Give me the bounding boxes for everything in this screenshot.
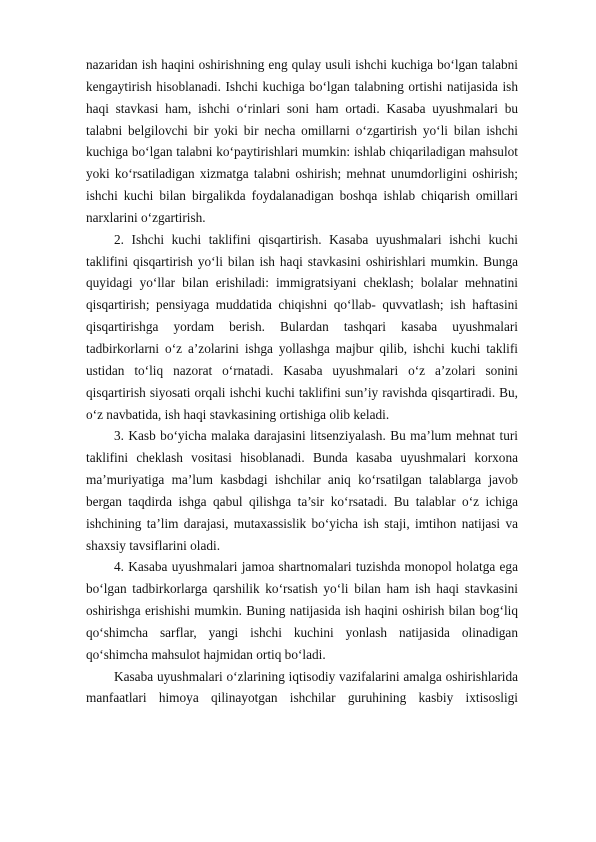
document-page (86, 54, 518, 709)
paragraph-intro: nazaridan ish haqini oshirishning eng qulay usuli ishchi kuchiga bo‘lgan talabni kengaytirish hisoblanadi. Ishchi kuchiga bo‘lgan talabning ortishi natijasida ish haqi stavkasi ham, ishchi o‘rinlari soni ham ortadi. Kasaba uyushmalari bu talabni belgilovchi bir yoki bir necha omillarni o‘zgartirish yo‘li bilan ishchi kuchiga bo‘lgan talabni ko‘paytirishlari mumkin: ishlab chiqariladigan mahsulot yoki ko‘rsatiladigan xizmatga talabni oshirish; mehnat unumdorligini oshirish; ishchi kuchi bilan birgalikda foydalanadigan boshqa ishlab chiqarish omillari narxlarini o‘zgartirish. (86, 57, 518, 225)
paragraph-item-3: 3. Kasb bo‘yicha malaka darajasini litsenziyalash. Bu ma’lum mehnat turi taklifini cheklash vositasi hisoblanadi. Bunda kasaba uyushmalari korxona ma’muriyatiga ma’lum kasbdagi ishchilar aniq ko‘rsatilgan talablarga javob bergan taqdirda ishga qabul qilishga ta’sir ko‘rsatadi. Bu talablar o‘z ichiga ishchining ta’lim darajasi, mutaxassislik bo‘yicha ish staji, imtihon natijasi va shaxsiy tavsiflarini oladi. (86, 428, 518, 553)
paragraph-item-2: 2. Ishchi kuchi taklifini qisqartirish. Kasaba uyushmalari ishchi kuchi taklifini qisqartirish yo‘li bilan ish haqi stavkasini oshirishlari mumkin. Bunga quyidagi yo‘llar bilan erishiladi: immigratsiyani cheklash; bolalar mehnatini qisqartirish; pensiyaga muddatida chiqishni qo‘llab- quvvatlash; ish haftasini qisqartirishga yordam berish. Bulardan tashqari kasaba uyushmalari tadbirkorlarni o‘z a’zolarini ishga yollashga majbur qilib, ishchi kuchi taklifi ustidan to‘liq nazorat o‘rnatadi. Kasaba uyushmalari o‘z a’zolari sonini qisqartirish siyosati orqali ishchi kuchi taklifini sun’iy ravishda qisqartiradi. Bu, o‘z navbatida, ish haqi stavkasining ortishiga olib keladi. (86, 231, 518, 422)
paragraph-closing: Kasaba uyushmalari o‘zlarining iqtisodiy vazifalarini amalga oshirishlarida manfaatlari himoya qilinayotgan ishchilar guruhining kasbiy ixtisosligi (86, 668, 518, 706)
paragraph-item-4: 4. Kasaba uyushmalari jamoa shartnomalari tuzishda monopol holatga ega bo‘lgan tadbirkorlarga qarshilik ko‘rsatish yo‘li bilan ham ish haqi stavkasini oshirishga erishishi mumkin. Buning natijasida ish haqini oshirish bilan bog‘liq qo‘shimcha sarflar, yangi ishchi kuchini yonlash natijasida olinadigan qo‘shimcha mahsulot hajmidan ortiq bo‘ladi. (86, 559, 518, 662)
